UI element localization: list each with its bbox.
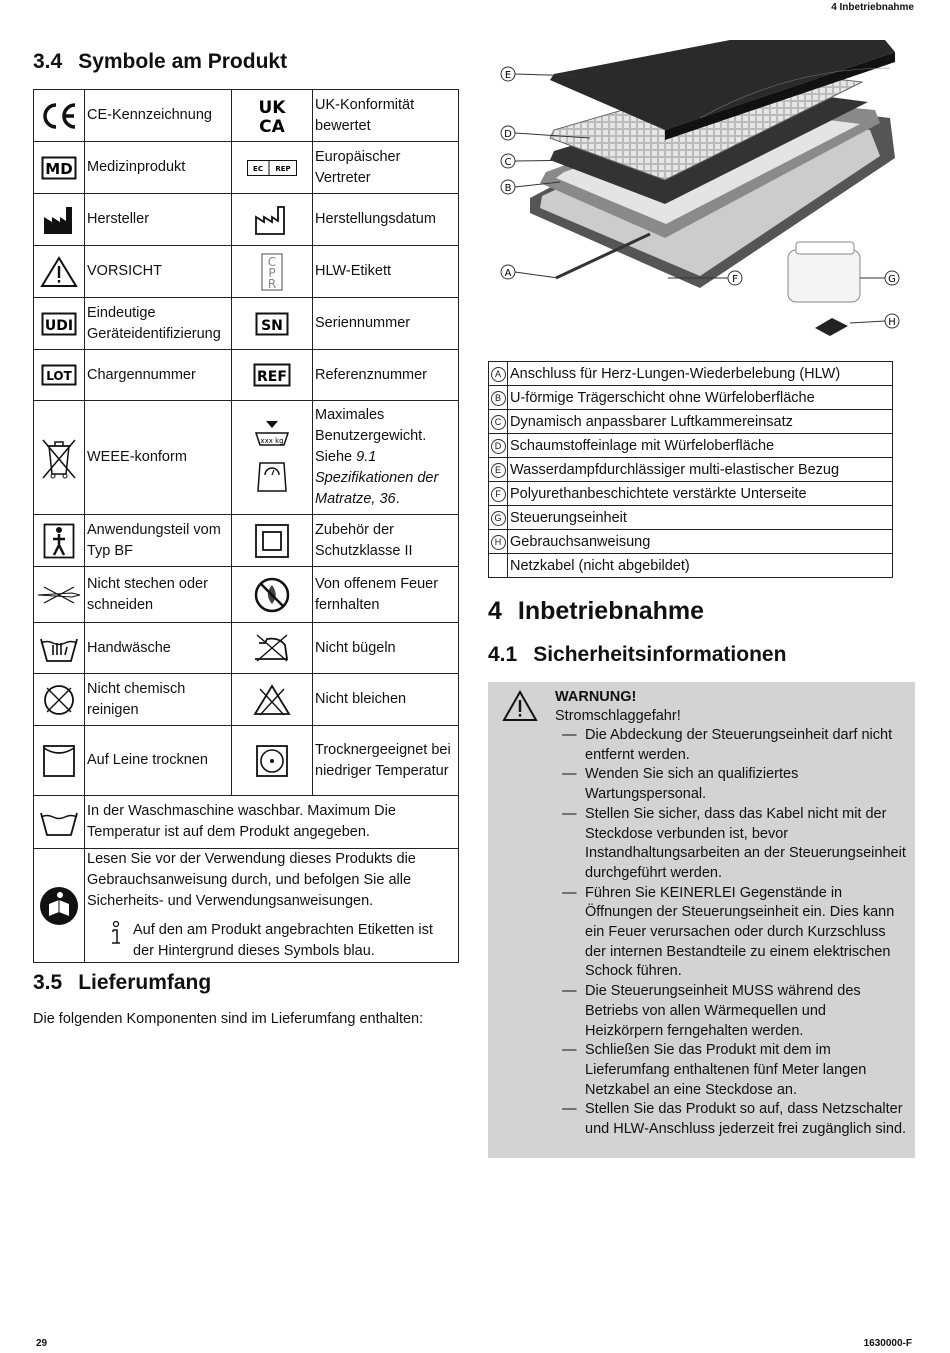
legend-text: Polyurethanbeschichtete verstärkte Unterseite [508, 482, 893, 506]
symbol-label: HLW-Etikett [313, 246, 459, 298]
ec-rep-icon [232, 142, 313, 194]
legend-key: C [491, 415, 506, 430]
symbol-row [34, 796, 459, 849]
spec-link[interactable]: 9.1 Spezifikationen der Matratze, 36 [315, 449, 439, 507]
section-4-1-heading [488, 643, 786, 667]
symbol-label: Referenznummer [313, 350, 459, 401]
symbol-label: CE-Kennzeichnung [85, 90, 232, 142]
legend-row [489, 554, 893, 578]
legend-text: Steuerungseinheit [508, 506, 893, 530]
warning-triangle-icon [502, 690, 538, 726]
manufacture-date-icon [232, 194, 313, 246]
no-ironing-icon [232, 623, 313, 674]
ukca-icon [232, 90, 313, 142]
legend-text: Dynamisch anpassbarer Luftkammereinsatz [508, 410, 893, 434]
symbol-label: Nicht stechen oder schneiden [85, 567, 232, 623]
section-number: 3.5 [33, 971, 63, 994]
symbol-label: Auf Leine trocknen [85, 726, 232, 796]
legend-text: Anschluss für Herz-Lungen-Wiederbelebung (HLW) [508, 362, 893, 386]
tumble-dry-low-icon [232, 726, 313, 796]
callout-e: E [504, 70, 512, 81]
legend-row [489, 362, 893, 386]
symbol-row [34, 246, 459, 298]
warning-subtitle: Stromschlaggefahr! [555, 708, 681, 724]
legend-text: Schaumstoffeinlage mit Würfeloberfläche [508, 434, 893, 458]
callout-b: B [504, 183, 512, 194]
symbol-label: Nicht bügeln [313, 623, 459, 674]
symbol-row [34, 849, 459, 963]
symbol-label: In der Waschmaschine waschbar. Maximum Die Temperatur ist auf dem Produkt angegeben. [85, 796, 459, 849]
section-3-5-heading [33, 971, 211, 995]
symbol-row [34, 142, 459, 194]
max-weight-icon [232, 401, 313, 515]
section-title: Sicherheitsinformationen [533, 643, 787, 666]
symbol-label: WEEE-konform [85, 401, 232, 515]
section-number: 3.4 [33, 50, 63, 73]
symbol-label: VORSICHT [85, 246, 232, 298]
chapter-4-heading [488, 597, 704, 626]
symbol-label [313, 401, 459, 515]
symbol-row [34, 674, 459, 726]
legend-key: F [491, 487, 506, 502]
lot-icon [34, 350, 85, 401]
medical-device-icon [34, 142, 85, 194]
reference-icon [232, 350, 313, 401]
symbol-label: Chargennummer [85, 350, 232, 401]
symbol-row [34, 623, 459, 674]
cpr-label-icon [232, 246, 313, 298]
legend-text: U-förmige Trägerschicht ohne Würfeloberfläche [508, 386, 893, 410]
class-ii-icon [232, 515, 313, 567]
warning-item: — Stellen Sie sicher, dass das Kabel nicht mit der Steckdose verbunden ist, bevor Instandhaltungsarbeiten an der Steuerungseinheit durchgeführt werden. [555, 805, 907, 884]
section-number: 4.1 [488, 643, 518, 666]
symbol-row [34, 726, 459, 796]
symbol-label: Herstellungsdatum [313, 194, 459, 246]
legend-key: B [491, 391, 506, 406]
section-3-4-heading [33, 50, 287, 74]
product-exploded-illustration [490, 38, 915, 353]
callout-h: H [888, 317, 896, 328]
legend-row [489, 410, 893, 434]
symbol-label: Trocknergeeignet bei niedriger Temperatur [313, 726, 459, 796]
warning-title: WARNUNG! [555, 689, 637, 705]
legend-text: Gebrauchsanweisung [508, 530, 893, 554]
symbol-label: Medizinprodukt [85, 142, 232, 194]
symbol-label: Nicht chemisch reinigen [85, 674, 232, 726]
symbol-label: Zubehör der Schutzklasse II [313, 515, 459, 567]
cpr-c: C [267, 254, 277, 269]
manufacturer-icon [34, 194, 85, 246]
ref-text: REF [257, 369, 287, 385]
md-text: MD [45, 159, 73, 178]
no-fire-icon [232, 567, 313, 623]
symbol-label: Seriennummer [313, 298, 459, 350]
legend-key: E [491, 463, 506, 478]
legend-key-empty [489, 554, 508, 578]
udi-icon [34, 298, 85, 350]
udi-text: UDI [44, 317, 74, 334]
weight-text-end: . [395, 491, 400, 507]
ce-icon [34, 90, 85, 142]
warning-item: — Die Abdeckung der Steuerungseinheit darf nicht entfernt werden. [555, 726, 907, 765]
info-note [87, 920, 456, 962]
cpr-p: P [268, 265, 276, 280]
ec-text: EC [253, 164, 263, 173]
chapter-title: Inbetriebnahme [517, 597, 705, 625]
legend-text: Wasserdampfdurchlässiger multi-elastischer Bezug [508, 458, 893, 482]
warning-triangle-icon [34, 246, 85, 298]
type-bf-icon [34, 515, 85, 567]
warning-item: — Stellen Sie das Produkt so auf, dass Netzschalter und HLW-Anschluss jederzeit frei zugänglich sind. [555, 1100, 907, 1139]
line-dry-icon [34, 726, 85, 796]
ukca-line-1: UK [258, 97, 286, 118]
symbol-label: UK-Konformität bewertet [313, 90, 459, 142]
callout-a: A [504, 268, 512, 279]
callout-f: F [732, 274, 738, 285]
section-title: Lieferumfang [78, 971, 212, 994]
symbol-label: Handwäsche [85, 623, 232, 674]
section-title: Symbole am Produkt [78, 50, 288, 73]
symbol-row [34, 194, 459, 246]
read-manual-text: Lesen Sie vor der Verwendung dieses Produkts die Gebrauchsanweisung durch, und befolgen Sie alle Sicherheits- und Verwendungsanweisungen. [87, 851, 416, 909]
symbol-row [34, 298, 459, 350]
symbol-row [34, 90, 459, 142]
kg-text: xxx kg [260, 436, 284, 445]
lot-text: LOT [46, 369, 72, 383]
legend-row [489, 458, 893, 482]
info-note-text: Auf den am Produkt angebrachten Etiketten ist der Hintergrund dieses Symbols blau. [133, 922, 433, 959]
callout-c: C [504, 157, 512, 168]
sn-text: SN [261, 317, 283, 334]
callout-d: D [504, 129, 512, 140]
rep-text: REP [275, 164, 291, 173]
legend-key: G [491, 511, 506, 526]
warning-box [488, 682, 915, 1158]
component-legend [488, 361, 893, 578]
legend-key: A [491, 367, 506, 382]
machine-wash-icon [34, 796, 85, 849]
symbol-label: Europäischer Vertreter [313, 142, 459, 194]
symbol-label: Von offenem Feuer fernhalten [313, 567, 459, 623]
callout-g: G [888, 274, 896, 285]
symbol-label: Nicht bleichen [313, 674, 459, 726]
symbol-label: Hersteller [85, 194, 232, 246]
symbol-label: Eindeutige Geräteidentifizierung [85, 298, 232, 350]
legend-row [489, 506, 893, 530]
legend-key: D [491, 439, 506, 454]
page-number: 29 [36, 1338, 48, 1349]
ukca-line-2: CA [259, 116, 285, 135]
legend-row [489, 530, 893, 554]
hand-wash-icon [34, 623, 85, 674]
scope-intro: Die folgenden Komponenten sind im Lieferumfang enthalten: [33, 1011, 424, 1027]
document-number: 1630000-F [863, 1338, 912, 1349]
weee-bin-icon [34, 401, 85, 515]
symbol-row [34, 350, 459, 401]
warning-item: — Die Steuerungseinheit MUSS während des Betriebs von allen Wärmequellen und Heizkörpern ferngehalten werden. [555, 982, 907, 1041]
running-head: 4 Inbetriebnahme [831, 2, 914, 13]
warning-item: — Schließen Sie das Produkt mit dem im Lieferumfang enthaltenen fünf Meter langen Netzkabel an eine Steckdose an. [555, 1041, 907, 1100]
symbol-label: Anwendungsteil vom Typ BF [85, 515, 232, 567]
legend-row [489, 434, 893, 458]
read-manual-icon [34, 849, 85, 963]
legend-row [489, 482, 893, 506]
cpr-r: R [267, 276, 277, 291]
warning-item: — Führen Sie KEINERLEI Gegenstände in Öffnungen der Steuerungseinheit ein. Dies kann ein Feuer verursachen oder durch Kurzschluss der internen Bestandteile zu einem elektrischen Schock führen. [555, 884, 907, 983]
warning-list [555, 726, 907, 1140]
symbol-row [34, 401, 459, 515]
legend-key: H [491, 535, 506, 550]
serial-number-icon [232, 298, 313, 350]
info-icon [107, 920, 125, 946]
no-dry-clean-icon [34, 674, 85, 726]
no-cutting-icon [34, 567, 85, 623]
no-bleach-icon [232, 674, 313, 726]
symbols-table [33, 89, 459, 963]
warning-item: — Wenden Sie sich an qualifiziertes Wartungspersonal. [555, 765, 907, 804]
symbol-row [34, 515, 459, 567]
symbol-label [85, 849, 459, 963]
symbol-row [34, 567, 459, 623]
legend-text: Netzkabel (nicht abgebildet) [508, 554, 893, 578]
weight-text: Maximales Benutzergewicht. Siehe [315, 407, 427, 465]
chapter-number: 4 [488, 597, 502, 625]
legend-row [489, 386, 893, 410]
